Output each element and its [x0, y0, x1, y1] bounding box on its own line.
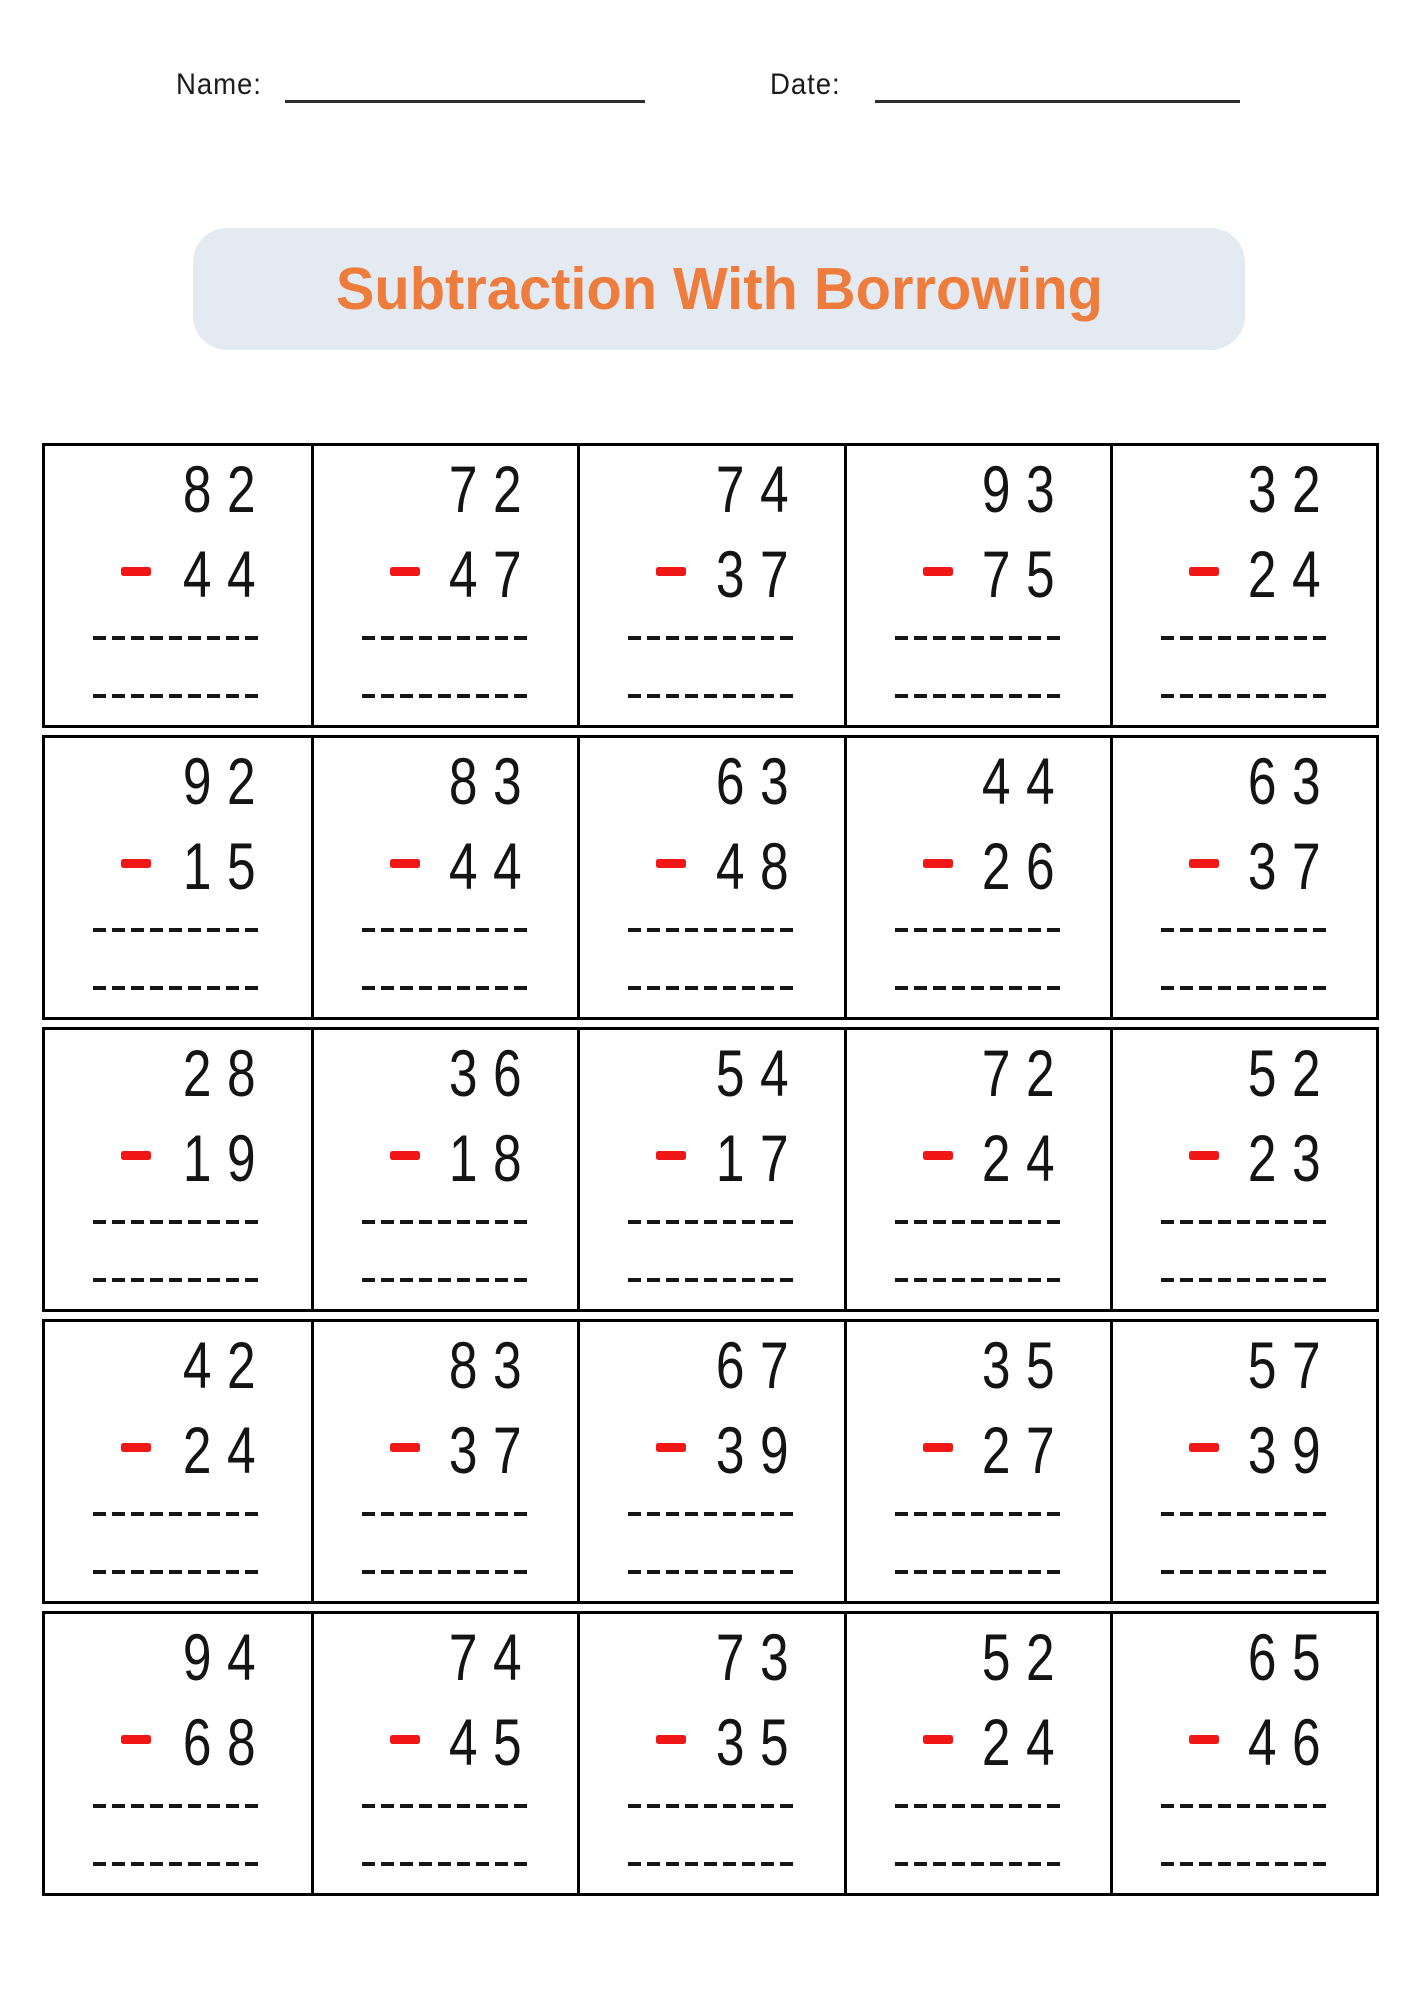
answer-line [362, 1804, 530, 1808]
subtrahend: 18 [449, 1121, 538, 1195]
problem-cell [45, 738, 311, 1017]
subtrahend: 68 [183, 1705, 272, 1779]
subtrahend: 46 [1247, 1705, 1336, 1779]
minuend: 44 [981, 744, 1070, 818]
title-banner [193, 228, 1245, 350]
subtrahend: 17 [715, 1121, 804, 1195]
minus-icon [923, 1443, 953, 1452]
minus-icon [656, 567, 686, 576]
minus-icon [923, 859, 953, 868]
answer-line [93, 1570, 261, 1574]
answer-line [895, 986, 1063, 990]
problem-cell [577, 1322, 843, 1601]
answer-line [628, 1278, 796, 1282]
answer-line [362, 928, 530, 932]
minuend: 28 [183, 1036, 272, 1110]
answer-line [1161, 1220, 1329, 1224]
subtrahend: 23 [1247, 1121, 1336, 1195]
minus-icon [121, 1735, 151, 1744]
answer-line [1161, 694, 1329, 698]
minuend: 83 [449, 1328, 538, 1402]
problem-cell [577, 446, 843, 725]
problem-cell [311, 1614, 577, 1893]
minuend: 74 [715, 452, 804, 526]
answer-line [93, 1512, 261, 1516]
minus-icon [121, 567, 151, 576]
answer-line [628, 1804, 796, 1808]
problem-cell [45, 1030, 311, 1309]
minus-icon [121, 859, 151, 868]
answer-line [628, 1862, 796, 1866]
minus-icon [390, 1443, 420, 1452]
minus-icon [656, 1443, 686, 1452]
name-label: Name: [176, 68, 262, 101]
answer-line [362, 1278, 530, 1282]
answer-line [93, 1278, 261, 1282]
answer-line [93, 1220, 261, 1224]
minuend: 63 [1247, 744, 1336, 818]
subtrahend: 44 [183, 537, 272, 611]
minuend: 63 [715, 744, 804, 818]
minus-icon [656, 1735, 686, 1744]
page-title: Subtraction With Borrowing [335, 256, 1103, 322]
minuend: 93 [981, 452, 1070, 526]
answer-line [1161, 1804, 1329, 1808]
subtrahend: 26 [981, 829, 1070, 903]
subtrahend: 37 [715, 537, 804, 611]
problem-cell [577, 1030, 843, 1309]
name-blank-line [285, 100, 645, 103]
minus-icon [1189, 859, 1219, 868]
answer-line [1161, 986, 1329, 990]
worksheet-row [42, 443, 1379, 728]
answer-line [895, 928, 1063, 932]
worksheet-row [42, 1611, 1379, 1896]
date-label: Date: [770, 68, 841, 101]
worksheet-grid [42, 443, 1379, 1896]
answer-line [1161, 1278, 1329, 1282]
worksheet-row [42, 1319, 1379, 1604]
problem-cell [844, 1030, 1110, 1309]
answer-line [895, 694, 1063, 698]
subtrahend: 48 [715, 829, 804, 903]
answer-line [628, 1570, 796, 1574]
answer-line [93, 986, 261, 990]
minus-icon [390, 1151, 420, 1160]
minus-icon [1189, 567, 1219, 576]
minuend: 52 [981, 1620, 1070, 1694]
subtrahend: 37 [1247, 829, 1336, 903]
minuend: 36 [449, 1036, 538, 1110]
answer-line [628, 928, 796, 932]
minuend: 67 [715, 1328, 804, 1402]
subtrahend: 24 [1247, 537, 1336, 611]
answer-line [93, 636, 261, 640]
subtrahend: 27 [981, 1413, 1070, 1487]
problem-cell [844, 446, 1110, 725]
answer-line [895, 1804, 1063, 1808]
minus-icon [923, 567, 953, 576]
minus-icon [923, 1151, 953, 1160]
minus-icon [656, 859, 686, 868]
problem-cell [311, 1322, 577, 1601]
subtrahend: 47 [449, 537, 538, 611]
minus-icon [1189, 1151, 1219, 1160]
answer-line [895, 1220, 1063, 1224]
subtrahend: 24 [981, 1121, 1070, 1195]
subtrahend: 35 [715, 1705, 804, 1779]
answer-line [628, 1220, 796, 1224]
worksheet-row [42, 1027, 1379, 1312]
answer-line [93, 694, 261, 698]
subtrahend: 75 [981, 537, 1070, 611]
minuend: 92 [183, 744, 272, 818]
minus-icon [390, 859, 420, 868]
minus-icon [656, 1151, 686, 1160]
answer-line [1161, 928, 1329, 932]
minus-icon [121, 1151, 151, 1160]
minuend: 35 [981, 1328, 1070, 1402]
minuend: 72 [449, 452, 538, 526]
answer-line [93, 1862, 261, 1866]
problem-cell [311, 1030, 577, 1309]
answer-line [895, 636, 1063, 640]
problem-cell [1110, 1030, 1376, 1309]
answer-line [1161, 636, 1329, 640]
answer-line [895, 1570, 1063, 1574]
problem-cell [45, 446, 311, 725]
problem-cell [1110, 446, 1376, 725]
problem-cell [311, 446, 577, 725]
minus-icon [121, 1443, 151, 1452]
problem-cell [577, 1614, 843, 1893]
problem-cell [45, 1322, 311, 1601]
answer-line [362, 1570, 530, 1574]
answer-line [628, 986, 796, 990]
subtrahend: 24 [183, 1413, 272, 1487]
answer-line [362, 1512, 530, 1516]
answer-line [628, 636, 796, 640]
minus-icon [390, 567, 420, 576]
answer-line [895, 1862, 1063, 1866]
minuend: 74 [449, 1620, 538, 1694]
minuend: 73 [715, 1620, 804, 1694]
subtrahend: 45 [449, 1705, 538, 1779]
minus-icon [1189, 1735, 1219, 1744]
minuend: 94 [183, 1620, 272, 1694]
answer-line [628, 694, 796, 698]
minuend: 82 [183, 452, 272, 526]
subtrahend: 37 [449, 1413, 538, 1487]
answer-line [362, 1862, 530, 1866]
problem-cell [1110, 738, 1376, 1017]
answer-line [362, 986, 530, 990]
minus-icon [1189, 1443, 1219, 1452]
problem-cell [844, 1322, 1110, 1601]
problem-cell [1110, 1614, 1376, 1893]
worksheet-row [42, 735, 1379, 1020]
answer-line [1161, 1570, 1329, 1574]
problem-cell [45, 1614, 311, 1893]
answer-line [362, 694, 530, 698]
minuend: 54 [715, 1036, 804, 1110]
minuend: 83 [449, 744, 538, 818]
problem-cell [844, 738, 1110, 1017]
minuend: 32 [1247, 452, 1336, 526]
problem-cell [844, 1614, 1110, 1893]
subtrahend: 39 [715, 1413, 804, 1487]
subtrahend: 24 [981, 1705, 1070, 1779]
minus-icon [390, 1735, 420, 1744]
subtrahend: 19 [183, 1121, 272, 1195]
subtrahend: 39 [1247, 1413, 1336, 1487]
problem-cell [577, 738, 843, 1017]
minuend: 42 [183, 1328, 272, 1402]
minuend: 52 [1247, 1036, 1336, 1110]
minuend: 65 [1247, 1620, 1336, 1694]
answer-line [362, 636, 530, 640]
minuend: 72 [981, 1036, 1070, 1110]
answer-line [93, 1804, 261, 1808]
answer-line [1161, 1862, 1329, 1866]
answer-line [895, 1278, 1063, 1282]
answer-line [362, 1220, 530, 1224]
minus-icon [923, 1735, 953, 1744]
subtrahend: 44 [449, 829, 538, 903]
minuend: 57 [1247, 1328, 1336, 1402]
answer-line [1161, 1512, 1329, 1516]
date-blank-line [875, 100, 1240, 103]
subtrahend: 15 [183, 829, 272, 903]
problem-cell [311, 738, 577, 1017]
problem-cell [1110, 1322, 1376, 1601]
answer-line [895, 1512, 1063, 1516]
answer-line [628, 1512, 796, 1516]
answer-line [93, 928, 261, 932]
